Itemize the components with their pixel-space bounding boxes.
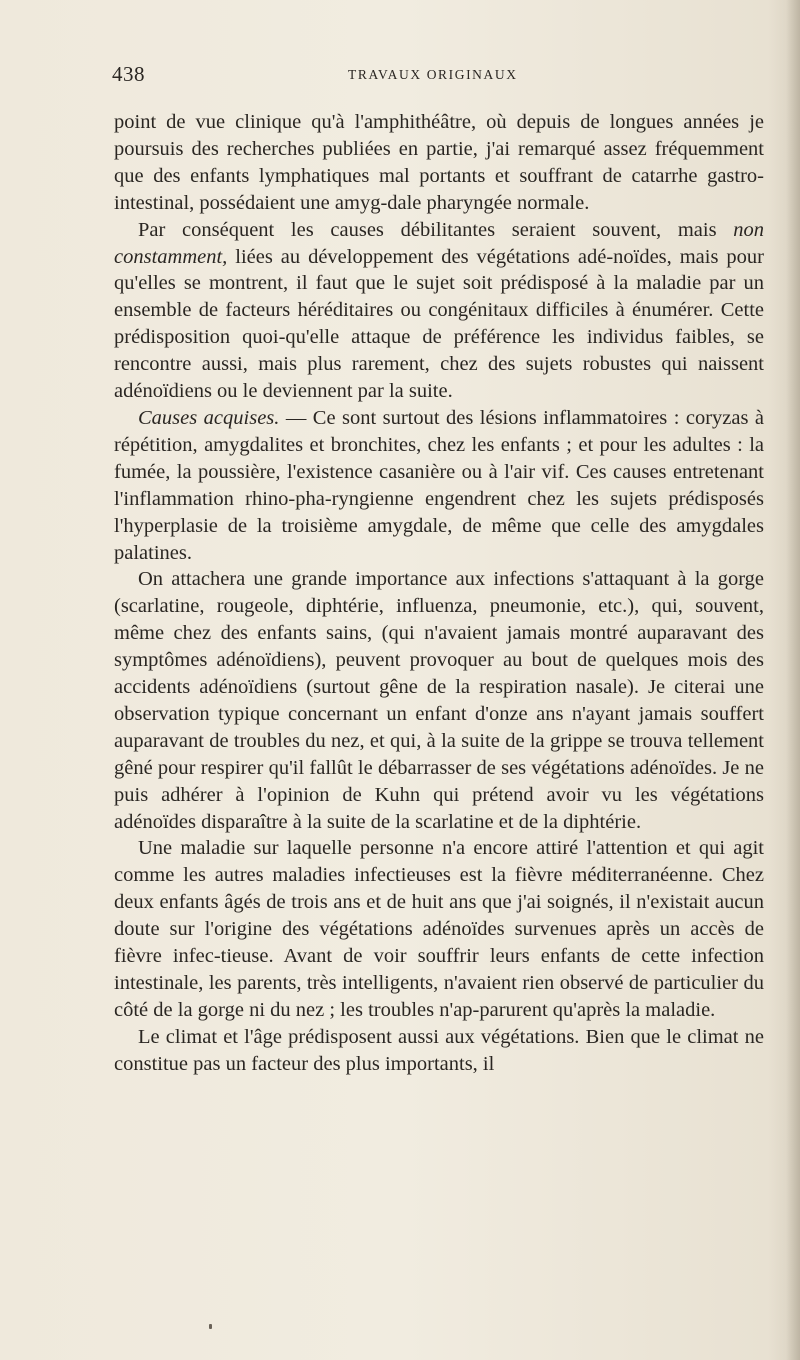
paragraph-text: point de vue clinique qu'à l'amphithéâtre, où depuis de longues années je poursuis des recherches publiées en partie, j'ai remarqué assez fréquemment que des enfants lymphatiques mal portants et souffrant de catarrhe gastro-intestinal, possédaient une amyg-dale pharyngée normale.	[114, 111, 764, 214]
paragraph	[114, 109, 764, 217]
ink-speck	[209, 1324, 212, 1329]
paragraph-text: On attachera une grande importance aux infections s'attaquant à la gorge (scarlatine, rougeole, diphtérie, influenza, pneumonie, etc.), qui, souvent, même chez des enfants sains, (qui n'avaient jamais montré auparavant des symptômes adénoïdiens), peuvent provoquer au bout de quelques mois des accidents adénoïdiens (surtout gêne de la respiration nasale). Je citerai une observation typique concernant un enfant d'onze ans n'ayant jamais souffert auparavant de troubles du nez, et qui, à la suite de la grippe se trouva tellement gêné pour respirer qu'il fallût le débarrasser de ses végétations adénoïdes. Je ne puis adhérer à l'opinion de Kuhn qui prétend avoir vu les végétations adénoïdes disparaître à la suite de la scarlatine et de la diphtérie.	[114, 568, 764, 833]
running-head: TRAVAUX ORIGINAUX	[348, 67, 518, 82]
paragraph	[114, 1024, 764, 1078]
paragraph-text: liées au développement des végétations adé-noïdes, mais pour qu'elles se montrent, il faut que le sujet soit prédisposé à la maladie par un ensemble de facteurs héréditaires ou congénitaux difficiles à énumérer. Cette prédisposition quoi-qu'elle attaque de préférence les individus faibles, se rencontre aussi, mais plus rarement, chez des sujets robustes qui naissent adénoïdiens ou le deviennent par la suite.	[114, 245, 764, 403]
paragraph-text: Le climat et l'âge prédisposent aussi aux végétations. Bien que le climat ne constitue pas un facteur des plus importants, il	[114, 1025, 764, 1075]
paragraph	[114, 566, 764, 835]
paragraph-text: — Ce sont surtout des lésions inflammatoires : coryzas à répétition, amygdalites et bronchites, chez les enfants ; et pour les adultes : la fumée, la poussière, l'existence casanière ou à l'air vif. Ces causes entretenant l'inflammation rhino-pha-ryngienne engendrent chez les sujets prédisposés l'hyperplasie de la troisième amygdale, de même que celle des amygdales palatines.	[114, 406, 764, 564]
page-edge-shadow	[786, 0, 800, 1360]
paragraph-text: Une maladie sur laquelle personne n'a encore attiré l'attention et qui agit comme les autres maladies infectieuses est la fièvre méditerranéenne. Chez deux enfants âgés de trois ans et de huit ans que j'ai soignés, il n'existait aucun doute sur l'origine des végétations adénoïdes survenues après un accès de fièvre infec-tieuse. Avant de voir souffrir leurs enfants de cette infection intestinale, les parents, très intelligents, n'avaient rien observé de particulier du côté de la gorge ni du nez ; les troubles n'ap-parurent qu'après la maladie.	[114, 837, 764, 1021]
page-number: 438	[112, 62, 145, 86]
section-heading-italic: Causes acquises.	[138, 406, 280, 429]
paragraph	[114, 217, 764, 405]
italic-phrase: non constamment,	[114, 218, 764, 268]
paragraph-text: Par conséquent les causes débilitantes seraient souvent, mais	[138, 218, 734, 241]
paragraph	[114, 405, 764, 566]
page-header	[112, 62, 762, 92]
body-text	[114, 109, 764, 1078]
paragraph	[114, 835, 764, 1023]
